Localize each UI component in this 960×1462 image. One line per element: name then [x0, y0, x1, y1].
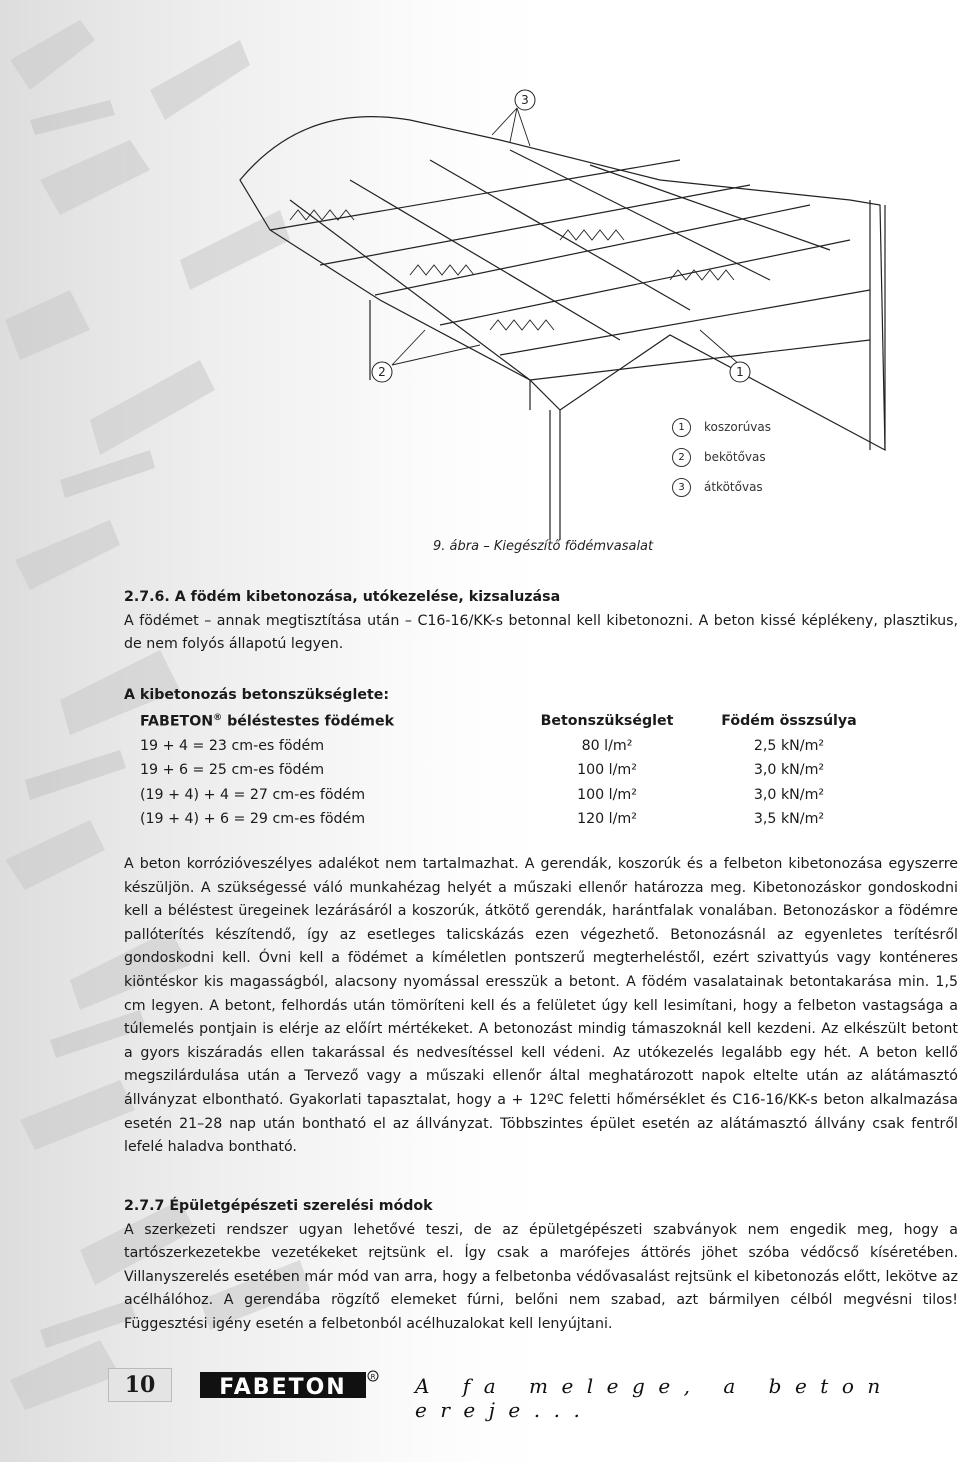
table-cell: 3,0 kN/m²: [753, 786, 825, 803]
table-cell: 100 l/m²: [577, 786, 637, 803]
section-2-7-7: [124, 1195, 958, 1337]
legend-number: 1: [672, 418, 691, 437]
floor-reinforcement-diagram: [230, 80, 930, 540]
legend-number: 3: [672, 478, 691, 497]
header-concrete-need: Betonszükséglet: [540, 713, 674, 730]
header-floor-type: FABETON® béléstestes födémek: [140, 712, 395, 730]
section-2-7-6: [124, 586, 958, 657]
table-row: [140, 758, 880, 783]
table-cell: 19 + 6 = 25 cm-es födém: [140, 762, 325, 779]
fabeton-logo: [200, 1368, 380, 1402]
front-wall: [550, 410, 560, 540]
figure-legend: [672, 412, 771, 502]
concrete-requirement-table: [140, 709, 880, 832]
section-heading: 2.7.6. A födém kibetonozása, utókezelése, kizsaluzása: [124, 589, 561, 605]
table-cell: 19 + 4 = 23 cm-es födém: [140, 737, 325, 754]
body-paragraph: A beton korrózióveszélyes adalékot nem tartalmazhat. A gerendák, koszorúk és a felbeton kibetonozása egyszerre készüljön. A szükségessé váló munkahézag helyét a műszaki ellenőr határozza meg. Kibetonozáskor gondoskodni kell a béléstest üregeinek lezárásáról a koszorúk, átkötő gerendák, harántfalak vonalában. Betonozáskor a födémre pallóterítés készítendő, így az esetleges talicskázás ezen végezhető. Betonozásnál az egyenletes terítésről gondoskodni kell. Óvni kell a födémet a kíméletlen pontszerű megterheléstől, ezért szivattyús vagy konténeres kiöntéskor kis magasságból, alacsony nyomással eresszük a betont. A födém vasalatainak betontakarása min. 1,5 cm legyen. A betont, felhordás után tömöríteni kell és a felületet úgy kell lesimítani, hogy a felbeton vastagsága a túlemelés pontjain is elérje az előírt mértékeket. A betonozást mindig támaszoknál kell kezdeni. Az elkészült betont a gyors kiszáradás ellen takarással és nedvesítéssel kell védeni. Az utókezelés legalább egy hét. A beton kellő megszilárdulása után a Tervező vagy a műszaki ellenőr által meghatározott napok eltelte után az alátámasztó állványzat elbontható. Gyakorlati tapasztalat, hogy a + 12ºC feletti hőmérséklet és C16-16/KK-s beton alkalmazása esetén 21–28 nap után bontható el az állványzat. Többszintes épület esetén az alátámasztó állvány csak fentről lefelé haladva bontható.: [124, 856, 958, 1156]
legend-item: [672, 442, 771, 472]
legend-number: 2: [672, 448, 691, 467]
beam-3: [375, 205, 810, 295]
table-row: [140, 734, 880, 759]
page-number: 10: [108, 1368, 172, 1402]
legend-item: [672, 472, 771, 502]
table-cell: 3,5 kN/m²: [753, 811, 825, 828]
legend-item: [672, 412, 771, 442]
callout-3: 3: [521, 93, 529, 107]
beam-5: [500, 290, 870, 355]
section-heading: 2.7.7 Épületgépészeti szerelési módok: [124, 1198, 433, 1214]
table-title: A kibetonozás betonszükséglete:: [124, 687, 390, 703]
legend-label: átkötővas: [704, 480, 763, 494]
svg-text:FABETON: FABETON: [219, 1375, 347, 1400]
table-row: [140, 783, 880, 808]
svg-text:R: R: [370, 1373, 376, 1381]
slogan: A fa melege, a beton ereje...: [415, 1374, 894, 1422]
table-header-row: [140, 709, 880, 734]
table-cell: (19 + 4) + 4 = 27 cm-es födém: [140, 786, 366, 803]
legend-label: bekötővas: [704, 450, 766, 464]
table-cell: 3,0 kN/m²: [753, 762, 825, 779]
intro-paragraph: A födémet – annak megtisztítása után – C16-16/KK-s betonnal kell kibetonozni. A beton kissé képlékeny, plasztikus, de nem folyós állapotú legyen.: [124, 612, 958, 653]
legend-label: koszorúvas: [704, 420, 772, 434]
figure-caption: 9. ábra – Kiegészítő födémvasalat: [433, 539, 654, 554]
table-cell: 120 l/m²: [577, 811, 637, 828]
beam-4: [440, 240, 850, 325]
callout-2: 2: [378, 365, 386, 379]
table-cell: 100 l/m²: [577, 762, 637, 779]
callout-1: 1: [736, 365, 744, 379]
table-cell: (19 + 4) + 6 = 29 cm-es födém: [140, 811, 366, 828]
section-paragraph: A szerkezeti rendszer ugyan lehetővé teszi, de az épületgépészeti szabványok nem engedik meg, hogy a tartószerkezetekbe vezetékeket rejtsünk el. Így csak a marófejes áttörés jöhet szóba védőcső kíséretében. Villanyszerelés esetében már mód van arra, hogy a felbetonba védővasalást rejtsünk el kibetonozás előtt, lekötve az acélhálóhoz. A gerendába rögzítő elemeket fúrni, belőni nem szabad, azt bármilyen célból megvésni tilos! Függesztési igény esetén a felbetonból acélhuzalokat kell lenyújtani.: [124, 1221, 958, 1332]
page-footer: [0, 1360, 960, 1420]
header-total-weight: Födém összsúlya: [721, 713, 857, 730]
beam-1: [270, 160, 680, 230]
floor-outline: [240, 117, 885, 450]
table-row: [140, 807, 880, 832]
table-cell: 2,5 kN/m²: [753, 737, 825, 754]
table-cell: 80 l/m²: [581, 737, 633, 754]
beam-2: [320, 185, 750, 265]
